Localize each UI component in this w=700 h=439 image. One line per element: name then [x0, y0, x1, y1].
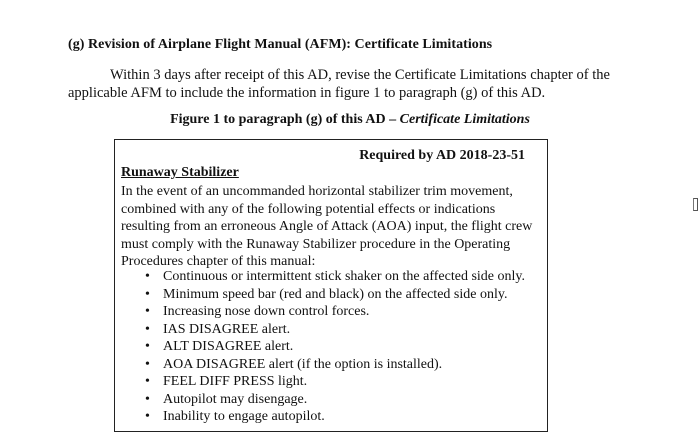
box-title: Runaway Stabilizer: [121, 165, 239, 180]
bullet-icon: •: [145, 304, 150, 319]
intro-line: Within 3 days after receipt of this AD, revise the Certificate Limitations chapter of the: [110, 67, 610, 83]
list-item-text: ALT DISAGREE alert.: [163, 339, 294, 354]
list-item: [143, 408, 525, 426]
figure-caption-dash: –: [385, 112, 400, 127]
required-by-label: Required by AD 2018-23-51: [359, 148, 525, 163]
list-item-text: AOA DISAGREE alert (if the option is installed).: [163, 356, 443, 372]
bullet-icon: •: [145, 321, 150, 337]
intro-line: applicable AFM to include the information in figure 1 to paragraph (g) of this AD.: [68, 84, 546, 101]
list-item: [143, 391, 525, 409]
list-item: [143, 373, 525, 391]
intro-paragraph: [68, 67, 610, 102]
list-item: [143, 338, 525, 356]
figure-caption: [0, 112, 700, 128]
body-line: resulting from an erroneous Angle of Attack (AOA) input, the flight crew: [121, 219, 533, 234]
indication-list: [143, 268, 525, 426]
list-item-text: Continuous or intermittent stick shaker on the affected side only.: [163, 269, 525, 284]
bullet-icon: •: [145, 339, 150, 354]
figure-caption-prefix: Figure 1 to paragraph (g) of this AD: [170, 112, 386, 127]
body-line: Procedures chapter of this manual:: [121, 254, 316, 269]
list-item: [143, 321, 525, 339]
body-line: must comply with the Runaway Stabilizer procedure in the Operating: [121, 236, 511, 252]
list-item-text: FEEL DIFF PRESS light.: [163, 374, 308, 389]
body-line: combined with any of the following potential effects or indications: [121, 201, 496, 217]
list-item-text: Minimum speed bar (red and black) on the affected side only.: [163, 286, 508, 302]
certificate-limitations-box: [114, 139, 548, 432]
list-item: [143, 303, 525, 321]
bullet-icon: •: [145, 356, 150, 372]
bullet-icon: •: [145, 286, 150, 302]
bullet-icon: •: [145, 374, 150, 389]
list-item: [143, 356, 525, 374]
list-item: [143, 286, 525, 304]
list-item: [143, 268, 525, 286]
list-item-text: IAS DISAGREE alert.: [163, 321, 291, 337]
bullet-icon: •: [145, 269, 150, 284]
figure-caption-italic: Certificate Limitations: [399, 112, 530, 127]
box-body: [121, 183, 541, 271]
scan-edge-mark: [693, 198, 698, 211]
bullet-icon: •: [145, 409, 150, 424]
list-item-text: Autopilot may disengage.: [163, 391, 308, 407]
body-line: In the event of an uncommanded horizontal stabilizer trim movement,: [121, 184, 513, 199]
section-heading: (g) Revision of Airplane Flight Manual (AFM): Certificate Limitations: [68, 37, 493, 52]
list-item-text: Inability to engage autopilot.: [163, 409, 325, 424]
list-item-text: Increasing nose down control forces.: [163, 304, 370, 319]
bullet-icon: •: [145, 391, 150, 407]
